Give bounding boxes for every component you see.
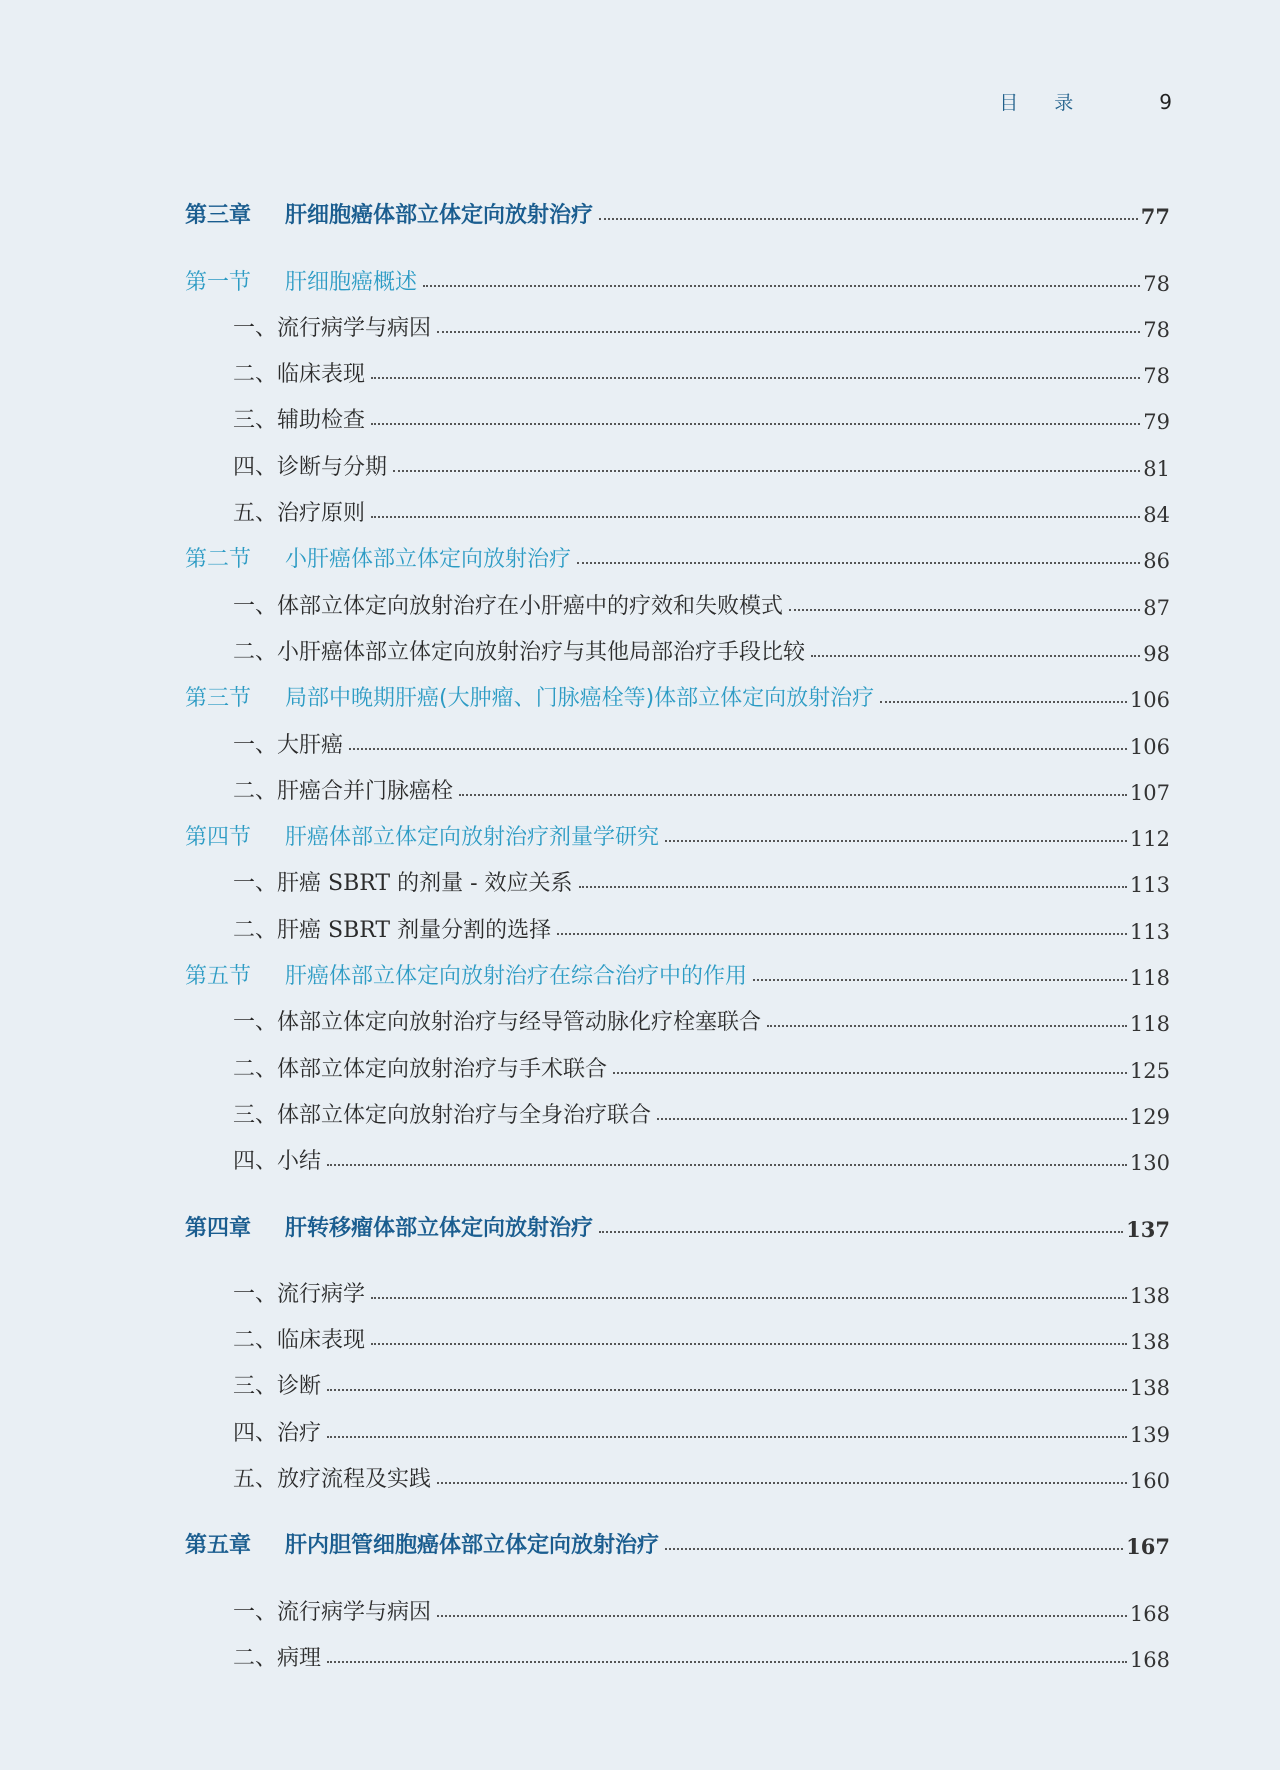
toc-entry-section[interactable] xyxy=(185,527,1170,573)
toc-entry-heading xyxy=(185,1144,321,1175)
leader-dots xyxy=(371,423,1140,425)
running-header xyxy=(999,88,1172,115)
toc-entry-title: 二、临床表现 xyxy=(233,1328,366,1354)
leader-dots xyxy=(349,748,1127,750)
toc-entry-title: 一、肝癌 SBRT 的剂量 - 效应关系 xyxy=(233,871,573,897)
toc-entry-item[interactable] xyxy=(185,1447,1170,1493)
leader-dots xyxy=(753,979,1127,981)
toc-entry-page: 137 xyxy=(1126,1216,1170,1242)
toc-entry-title: 二、小肝癌体部立体定向放射治疗与其他局部治疗手段比较 xyxy=(233,639,806,665)
toc-entry-heading xyxy=(185,635,805,666)
toc-entry-heading xyxy=(185,913,551,944)
toc-entry-item[interactable] xyxy=(185,1354,1170,1400)
toc-entry-title: 肝转移瘤体部立体定向放射治疗 xyxy=(285,1215,594,1241)
toc-entry-chapter[interactable] xyxy=(185,1195,1170,1241)
page-number: 9 xyxy=(1159,90,1172,114)
leader-dots xyxy=(327,1164,1127,1166)
leader-dots xyxy=(767,1025,1127,1027)
toc-entry-page: 130 xyxy=(1129,1151,1170,1176)
toc-entry-heading xyxy=(185,728,343,759)
toc-entry-title: 局部中晚期肝癌(大肿瘤、门脉癌栓等)体部立体定向放射治疗 xyxy=(285,686,875,712)
leader-dots xyxy=(371,377,1140,379)
toc-entry-page: 113 xyxy=(1129,873,1170,898)
toc-entry-title: 二、临床表现 xyxy=(233,362,366,388)
toc-entry-item[interactable] xyxy=(185,434,1170,480)
toc-entry-page: 78 xyxy=(1143,364,1170,389)
toc-entry-title: 一、体部立体定向放射治疗在小肝癌中的疗效和失败模式 xyxy=(233,593,784,619)
toc-entry-item[interactable] xyxy=(185,342,1170,388)
leader-dots xyxy=(327,1661,1127,1663)
toc-entry-number: 第二节 xyxy=(185,547,252,573)
toc-entry-page: 167 xyxy=(1126,1534,1170,1560)
toc-entry-title: 二、病理 xyxy=(233,1645,322,1671)
header-title: 目录 xyxy=(999,92,1110,114)
leader-dots xyxy=(811,655,1140,657)
leader-dots xyxy=(423,285,1140,287)
toc-entry-number: 第一节 xyxy=(185,269,252,295)
leader-dots xyxy=(371,1297,1127,1299)
leader-dots xyxy=(437,1615,1127,1617)
toc-entry-title: 小肝癌体部立体定向放射治疗 xyxy=(285,547,572,573)
toc-entry-page: 168 xyxy=(1129,1601,1170,1626)
toc-entry-number: 第三章 xyxy=(185,203,252,229)
toc-entry-title: 三、辅助检查 xyxy=(233,408,366,434)
toc-entry-page: 78 xyxy=(1143,317,1170,342)
leader-dots xyxy=(371,1343,1127,1345)
toc-entry-item[interactable] xyxy=(185,1129,1170,1175)
toc-entry-title: 一、流行病学与病因 xyxy=(233,1599,432,1625)
toc-entry-number: 第五节 xyxy=(185,964,252,990)
toc-entry-heading xyxy=(185,1416,321,1447)
toc-entry-page: 160 xyxy=(1129,1469,1170,1494)
toc-entry-page: 113 xyxy=(1129,919,1170,944)
toc-entry-heading xyxy=(185,311,431,342)
toc-entry-heading xyxy=(185,1323,365,1354)
toc-entry-title: 三、体部立体定向放射治疗与全身治疗联合 xyxy=(233,1102,652,1128)
toc-entry-title: 四、治疗 xyxy=(233,1420,322,1446)
leader-dots xyxy=(437,1482,1127,1484)
toc-entry-item[interactable] xyxy=(185,1400,1170,1446)
leader-dots xyxy=(579,886,1127,888)
leader-dots xyxy=(557,933,1127,935)
toc-entry-item[interactable] xyxy=(185,1308,1170,1354)
toc-entry-title: 二、体部立体定向放射治疗与手术联合 xyxy=(233,1056,608,1082)
toc-entry-heading xyxy=(185,1369,321,1400)
toc-entry-heading xyxy=(185,403,365,434)
toc-entry-number: 第三节 xyxy=(185,686,252,712)
toc-entry-heading xyxy=(185,1005,761,1036)
toc-entry-heading xyxy=(185,1462,431,1493)
toc-entry-title: 肝细胞癌体部立体定向放射治疗 xyxy=(285,203,594,229)
leader-dots xyxy=(880,701,1127,703)
toc-entry-title: 二、肝癌合并门脉癌栓 xyxy=(233,778,454,804)
leader-dots xyxy=(393,470,1140,472)
toc-entry-title: 一、流行病学与病因 xyxy=(233,315,432,341)
toc-entry-section[interactable] xyxy=(185,666,1170,712)
toc-entry-page: 112 xyxy=(1129,827,1170,852)
toc-entry-title: 一、体部立体定向放射治疗与经导管动脉化疗栓塞联合 xyxy=(233,1010,762,1036)
toc-entry-item[interactable] xyxy=(185,712,1170,758)
leader-dots xyxy=(665,840,1127,842)
toc-entry-heading xyxy=(185,265,417,296)
toc-entry-page: 87 xyxy=(1143,595,1170,620)
leader-dots xyxy=(789,609,1140,611)
toc-entry-heading xyxy=(185,198,593,229)
toc-entry-item[interactable] xyxy=(185,1036,1170,1082)
toc-entry-heading xyxy=(185,1528,659,1559)
toc-entry-heading xyxy=(185,357,365,388)
toc-entry-item[interactable] xyxy=(185,851,1170,897)
toc-entry-title: 五、放疗流程及实践 xyxy=(233,1467,432,1493)
toc-entry-title: 三、诊断 xyxy=(233,1374,322,1400)
toc-entry-heading xyxy=(185,1595,431,1626)
toc-entry-heading xyxy=(185,1277,365,1308)
leader-dots xyxy=(665,1548,1123,1550)
toc-entry-title: 五、治疗原则 xyxy=(233,501,366,527)
toc-entry-item[interactable] xyxy=(185,620,1170,666)
toc-entry-item[interactable] xyxy=(185,573,1170,619)
toc-entry-chapter[interactable] xyxy=(185,183,1170,229)
toc-entry-heading xyxy=(185,959,747,990)
toc-entry-number: 第四节 xyxy=(185,825,252,851)
toc-entry-heading xyxy=(185,820,659,851)
toc-entry-title: 一、大肝癌 xyxy=(233,732,344,758)
toc-entry-heading xyxy=(185,1211,593,1242)
toc-entry-title: 四、小结 xyxy=(233,1149,322,1175)
toc-entry-item[interactable] xyxy=(185,481,1170,527)
leader-dots xyxy=(599,218,1138,220)
leader-dots xyxy=(459,794,1127,796)
toc-entry-page: 138 xyxy=(1129,1376,1170,1401)
toc-entry-page: 138 xyxy=(1129,1330,1170,1355)
toc-entry-number: 第五章 xyxy=(185,1533,252,1559)
toc-entry-item[interactable] xyxy=(185,1626,1170,1672)
toc-entry-page: 79 xyxy=(1143,410,1170,435)
leader-dots xyxy=(371,516,1140,518)
toc-entry-item[interactable] xyxy=(185,296,1170,342)
toc-entry-page: 106 xyxy=(1129,734,1170,759)
toc-entry-page: 138 xyxy=(1129,1283,1170,1308)
toc-entry-title: 肝细胞癌概述 xyxy=(285,269,418,295)
toc-entry-heading xyxy=(185,1052,607,1083)
leader-dots xyxy=(577,562,1140,564)
toc-entry-heading xyxy=(185,589,783,620)
toc-entry-page: 129 xyxy=(1129,1104,1170,1129)
toc-entry-page: 106 xyxy=(1129,688,1170,713)
toc-entry-page: 118 xyxy=(1129,966,1170,991)
toc-entry-page: 81 xyxy=(1143,456,1170,481)
leader-dots xyxy=(437,331,1140,333)
leader-dots xyxy=(613,1072,1127,1074)
toc-entry-title: 肝癌体部立体定向放射治疗在综合治疗中的作用 xyxy=(285,964,748,990)
toc-entry-item[interactable] xyxy=(185,897,1170,943)
toc-entry-chapter[interactable] xyxy=(185,1513,1170,1559)
leader-dots xyxy=(327,1436,1127,1438)
toc-entry-section[interactable] xyxy=(185,249,1170,295)
toc-entry-item[interactable] xyxy=(185,759,1170,805)
toc-entry-item[interactable] xyxy=(185,1579,1170,1625)
leader-dots xyxy=(657,1118,1127,1120)
toc-entry-title: 肝内胆管细胞癌体部立体定向放射治疗 xyxy=(285,1533,660,1559)
toc-entry-section[interactable] xyxy=(185,944,1170,990)
toc-entry-page: 125 xyxy=(1129,1058,1170,1083)
toc-entry-heading xyxy=(185,542,571,573)
toc-entry-section[interactable] xyxy=(185,805,1170,851)
leader-dots xyxy=(327,1389,1127,1391)
toc-entry-title: 一、流行病学 xyxy=(233,1281,366,1307)
toc-entry-item[interactable] xyxy=(185,1083,1170,1129)
toc-entry-heading xyxy=(185,1098,651,1129)
toc-entry-page: 168 xyxy=(1129,1647,1170,1672)
toc-entry-page: 139 xyxy=(1129,1422,1170,1447)
toc-entry-page: 107 xyxy=(1129,780,1170,805)
toc-entry-page: 118 xyxy=(1129,1012,1170,1037)
toc-entry-page: 78 xyxy=(1143,271,1170,296)
toc-entry-page: 77 xyxy=(1140,204,1170,230)
toc-entry-title: 二、肝癌 SBRT 剂量分割的选择 xyxy=(233,917,552,943)
toc-entry-heading xyxy=(185,866,573,897)
toc-entry-heading xyxy=(185,1641,321,1672)
toc-entry-item[interactable] xyxy=(185,1262,1170,1308)
toc-entry-page: 84 xyxy=(1143,503,1170,528)
toc-entry-page: 86 xyxy=(1143,549,1170,574)
toc-entry-title: 四、诊断与分期 xyxy=(233,454,388,480)
toc-entry-heading xyxy=(185,450,387,481)
toc-entry-heading xyxy=(185,681,874,712)
toc-entry-heading xyxy=(185,496,365,527)
toc-entry-heading xyxy=(185,774,453,805)
leader-dots xyxy=(599,1231,1123,1233)
table-of-contents xyxy=(185,183,1170,1672)
toc-entry-title: 肝癌体部立体定向放射治疗剂量学研究 xyxy=(285,825,660,851)
toc-entry-page: 98 xyxy=(1143,641,1170,666)
toc-entry-item[interactable] xyxy=(185,990,1170,1036)
toc-entry-item[interactable] xyxy=(185,388,1170,434)
toc-entry-number: 第四章 xyxy=(185,1215,252,1241)
